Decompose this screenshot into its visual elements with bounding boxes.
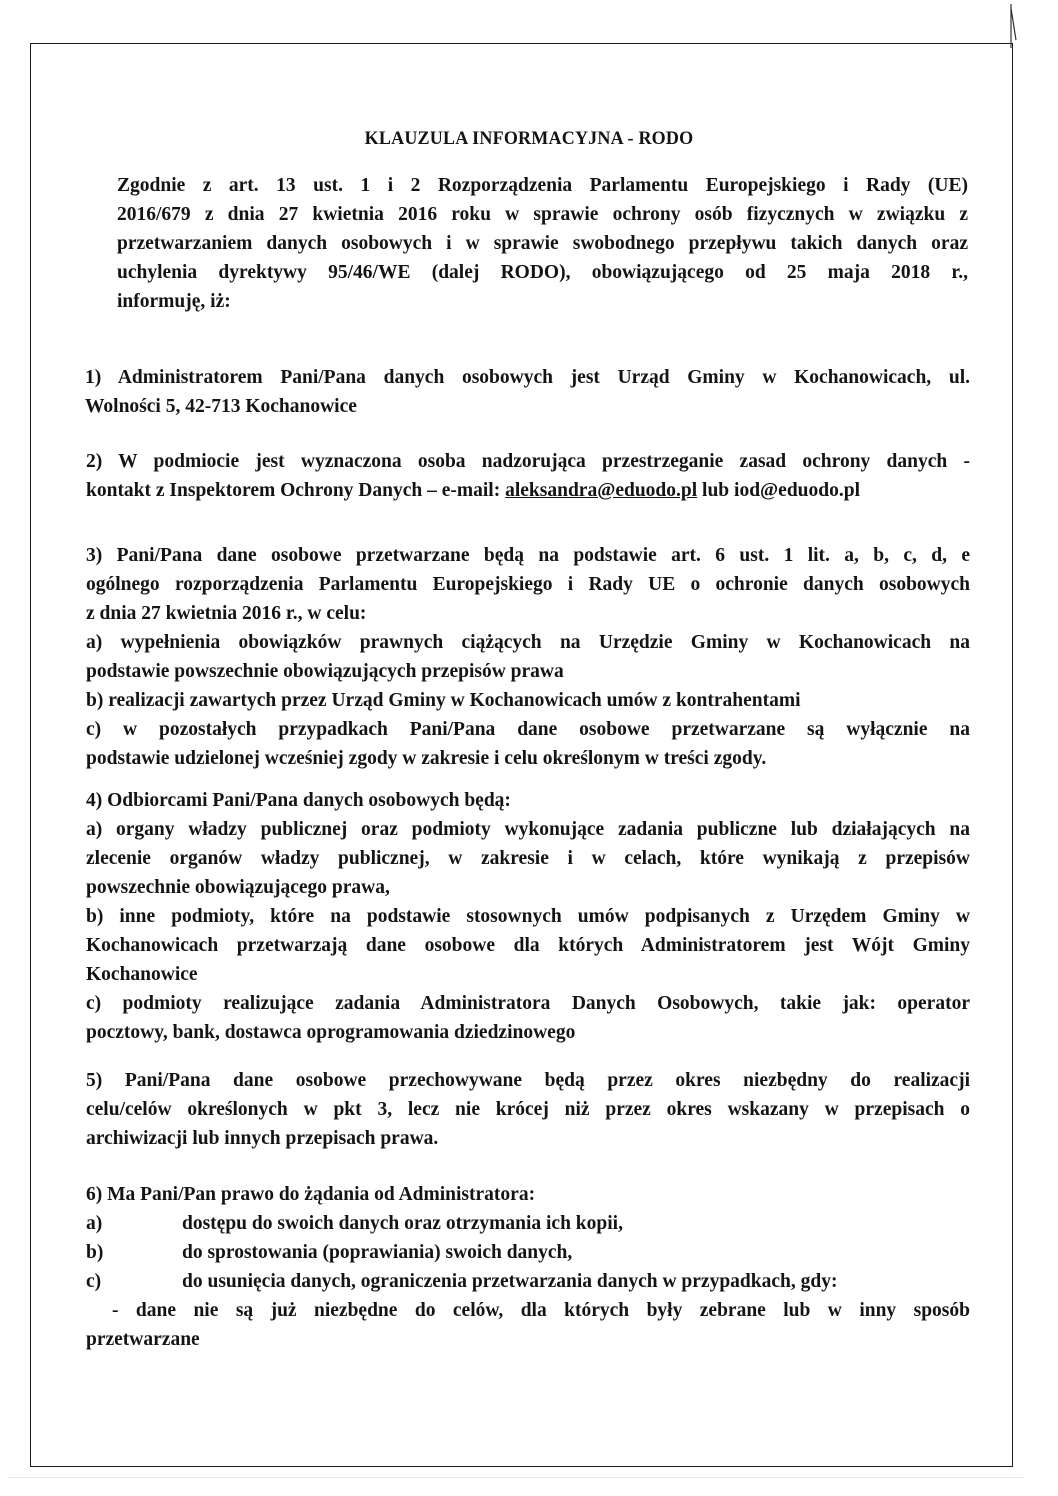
rights-item-text: dostępu do swoich danych oraz otrzymania ich kopii,: [182, 1213, 623, 1234]
section-3-line: podstawie powszechnie obowiązujących przepisów prawa: [86, 661, 564, 682]
section-5-line: 5) Pani/Pana dane osobowe przechowywane będą przez okres niezbędny do realizacji: [86, 1070, 970, 1091]
scan-edge-line: [8, 1477, 1024, 1478]
rights-item: [86, 1238, 970, 1267]
section-4-line: Kochanowicach przetwarzają dane osobowe dla których Administratorem jest Wójt Gminy: [86, 935, 970, 956]
section-2-inspector: [86, 447, 970, 505]
section-4-line: powszechnie obowiązującego prawa,: [86, 877, 390, 898]
corner-scan-mark: [1004, 4, 1018, 48]
section-5-retention: [86, 1066, 970, 1153]
rights-item-letter: b): [86, 1242, 104, 1263]
intro-line: przetwarzaniem danych osobowych i w sprawie swobodnego przepływu takich danych oraz: [117, 233, 968, 254]
section-3-line: z dnia 27 kwietnia 2016 r., w celu:: [86, 603, 367, 624]
section-3-legal-basis: [86, 541, 970, 773]
rights-item-letter: a): [86, 1213, 103, 1234]
rights-item-letter: c): [86, 1271, 102, 1292]
section-3-line: ogólnego rozporządzenia Parlamentu Europejskiego i Rady UE o ochronie danych osobowych: [86, 574, 970, 595]
document-title: KLAUZULA INFORMACYJNA - RODO: [364, 128, 694, 149]
intro-line: informuję, iż:: [117, 291, 231, 312]
rights-item: [86, 1267, 970, 1296]
section-2-line: 2) W podmiocie jest wyznaczona osoba nadzorująca przestrzeganie zasad ochrony danych -: [86, 451, 970, 472]
section-1-line: Wolności 5, 42-713 Kochanowice: [85, 396, 357, 417]
section-4-recipients: [86, 786, 970, 1047]
section-3-line: podstawie udzielonej wcześniej zgody w zakresie i celu określonym w treści zgody.: [86, 748, 767, 769]
section-4-line: Kochanowice: [86, 964, 198, 985]
intro-paragraph: [117, 171, 968, 316]
section-1-administrator: [85, 363, 970, 421]
section-5-line: archiwizacji lub innych przepisach prawa.: [86, 1128, 439, 1149]
email-iod: iod@eduodo.pl: [734, 480, 861, 501]
section-4-line: zlecenie organów władzy publicznej, w zakresie i w celach, które wynikają z przepisów: [86, 848, 970, 869]
section-3-line: c) w pozostałych przypadkach Pani/Pana dane osobowe przetwarzane są wyłącznie na: [86, 719, 970, 740]
rights-item-text: do usunięcia danych, ograniczenia przetwarzania danych w przypadkach, gdy:: [182, 1271, 838, 1292]
section-4-line: 4) Odbiorcami Pani/Pana danych osobowych będą:: [86, 790, 511, 811]
rights-bullet-line: przetwarzane: [86, 1329, 200, 1350]
email-link-aleksandra[interactable]: aleksandra@eduodo.pl: [505, 480, 698, 501]
section-4-line: a) organy władzy publicznej oraz podmioty wykonujące zadania publiczne lub działających na: [86, 819, 970, 840]
section-4-line: b) inne podmioty, które na podstawie stosownych umów podpisanych z Urzędem Gminy w: [86, 906, 970, 927]
contact-prefix: kontakt z Inspektorem Ochrony Danych – e-mail:: [86, 480, 506, 501]
rights-item-text: do sprostowania (poprawiania) swoich danych,: [182, 1242, 573, 1263]
section-6-rights: [86, 1180, 970, 1354]
section-6-heading: 6) Ma Pani/Pan prawo do żądania od Administratora:: [86, 1184, 536, 1205]
rights-bullet-line: - dane nie są już niezbędne do celów, dla których były zebrane lub w inny sposób: [112, 1300, 970, 1321]
section-3-line: b) realizacji zawartych przez Urząd Gminy w Kochanowicach umów z kontrahentami: [86, 690, 801, 711]
contact-or: lub: [697, 480, 735, 501]
section-1-line: 1) Administratorem Pani/Pana danych osobowych jest Urząd Gminy w Kochanowicach, ul.: [85, 367, 970, 388]
section-4-line: pocztowy, bank, dostawca oprogramowania dziedzinowego: [86, 1022, 576, 1043]
intro-line: 2016/679 z dnia 27 kwietnia 2016 roku w sprawie ochrony osób fizycznych w związku z: [117, 204, 968, 225]
section-3-line: a) wypełnienia obowiązków prawnych ciążących na Urzędzie Gminy w Kochanowicach na: [86, 632, 970, 653]
intro-line: uchylenia dyrektywy 95/46/WE (dalej RODO), obowiązującego od 25 maja 2018 r.,: [117, 262, 968, 283]
intro-line: Zgodnie z art. 13 ust. 1 i 2 Rozporządzenia Parlamentu Europejskiego i Rady (UE): [117, 175, 968, 196]
section-2-contact-line: [86, 476, 970, 505]
section-5-line: celu/celów określonych w pkt 3, lecz nie krócej niż przez okres wskazany w przepisach o: [86, 1099, 970, 1120]
section-4-line: c) podmioty realizujące zadania Administratora Danych Osobowych, takie jak: operator: [86, 993, 970, 1014]
section-3-line: 3) Pani/Pana dane osobowe przetwarzane będą na podstawie art. 6 ust. 1 lit. a, b, c, d, e: [86, 545, 970, 566]
rights-item: [86, 1209, 970, 1238]
